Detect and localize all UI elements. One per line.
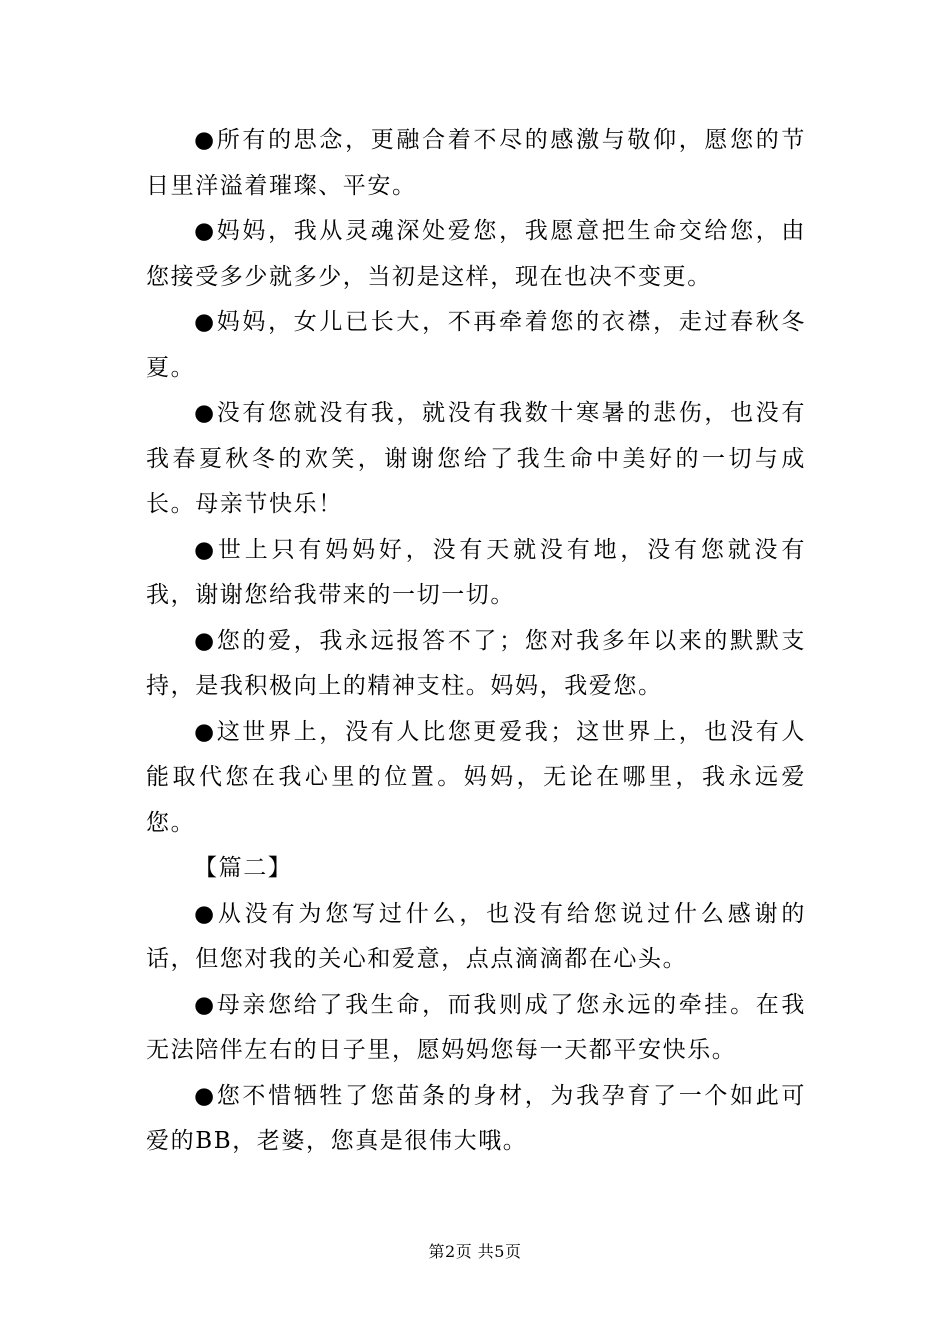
paragraph: ●妈妈，女儿已长大，不再牵着您的衣襟，走过春秋冬夏。 — [146, 309, 806, 381]
paragraph: ●妈妈，我从灵魂深处爱您，我愿意把生命交给您，由您接受多少就多少，当初是这样，现在也决不变更。 — [146, 218, 806, 290]
paragraph: ●所有的思念，更融合着不尽的感激与敬仰，愿您的节日里洋溢着璀璨、平安。 — [146, 127, 806, 199]
document-body — [146, 118, 806, 1165]
paragraph: ●没有您就没有我，就没有我数十寒暑的悲伤，也没有我春夏秋冬的欢笑，谢谢您给了我生命中美好的一切与成长。母亲节快乐！ — [146, 400, 806, 517]
page-number-footer: 第2页 共5页 — [428, 1242, 522, 1261]
section-heading: 【篇二】 — [194, 855, 293, 881]
paragraph: ●这世界上，没有人比您更爱我；这世界上，也没有人能取代您在我心里的位置。妈妈，无论在哪里，我永远爱您。 — [146, 718, 806, 836]
paragraph: ●母亲您给了我生命，而我则成了您永远的牵挂。在我无法陪伴左右的日子里，愿妈妈您每一天都平安快乐。 — [146, 991, 806, 1063]
paragraph: ●世上只有妈妈好，没有天就没有地，没有您就没有我，谢谢您给我带来的一切一切。 — [146, 536, 806, 608]
paragraph: ●您不惜牺牲了您苗条的身材，为我孕育了一个如此可爱的BB，老婆，您真是很伟大哦。 — [146, 1082, 806, 1154]
paragraph: ●从没有为您写过什么，也没有给您说过什么感谢的话，但您对我的关心和爱意，点点滴滴都在心头。 — [146, 900, 806, 972]
paragraph: ●您的爱，我永远报答不了；您对我多年以来的默默支持，是我积极向上的精神支柱。妈妈，我爱您。 — [146, 627, 806, 699]
